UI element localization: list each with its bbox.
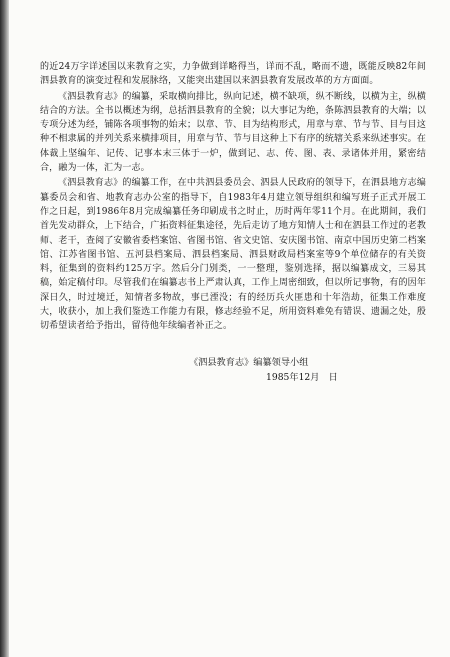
signature-organization: 《泗县教育志》编纂领导小组 <box>189 356 309 368</box>
paragraph-2: 《泗县教育志》的编纂，采取横向排比，纵向记述，横不缺项，纵不断线，以横为主，纵横结合的方法。全书以概述为纲，总括泗县教育的全貌；以大事记为绝，条陈泗县教育的大端；以专项分述为经，铺陈各项事物的始末；以章、节、目为结构形式，用章与章、节与节、目与目这种不相隶属的并列关系来横排项目，用章与节、节与目这种上下有序的统辖关系来纵述事实。在体裁上坚编年、记传、记事本末三体于一炉，做到记、志、传、图、表、录诸体并用，紧密结合，融为一体，汇为一志。 <box>40 91 426 174</box>
scan-binding-edge <box>0 0 9 657</box>
paragraph-1: 的近24万字详述国以来教育之实，力争做到详略得当，详而不乱，略而不遗，既能反映82年间泗县教育的演变过程和发展脉络，又能突出建国以来泗县教育发展改革的方方面面。 <box>40 62 426 87</box>
signature-date: 1985年12月 日 <box>266 371 338 383</box>
paragraph-3: 《泗县教育志》的编纂工作，在中共泗县委员会、泗县人民政府的领导下，在泗县地方志编纂委员会和省、地教育志办公室的指导下，自1983年4月建立领导组织和编写班子正式开展工作之日起，到1986年8月完成编纂任务印刷成书之时止，历时两年零11个月。在此期间，我们首先发动群众，上下结合，广拓资料征集途径，先后走访了地方知情人士和在泗县工作过的老教师、老干，查阅了安徽省委档案馆、省图书馆、省文史馆、安庆图书馆、南京中国历史第二档案馆、江苏省图书馆、五河县档案局、泗县档案局、泗县财政局档案室等9个单位储存的有关资料，征集到的资料约125万字。然后分门别类，一一整理，鉴别选择，据以编纂成文，三易其稿，始定稿付印。尽管我们在编纂志书上严肃认真，工作上周密细致，但以所记事物，有的因年深日久，时过境迁，知情者多物故，事已湮没；有的经历兵火匪患和十年浩劫，征集工作难度大，收获小，加上我们鉴选工作能力有限，修志经验不足，所用资料难免有错误、遗漏之处，殷切希望读者给予指出，留待他年续编者补正之。 <box>40 178 426 332</box>
